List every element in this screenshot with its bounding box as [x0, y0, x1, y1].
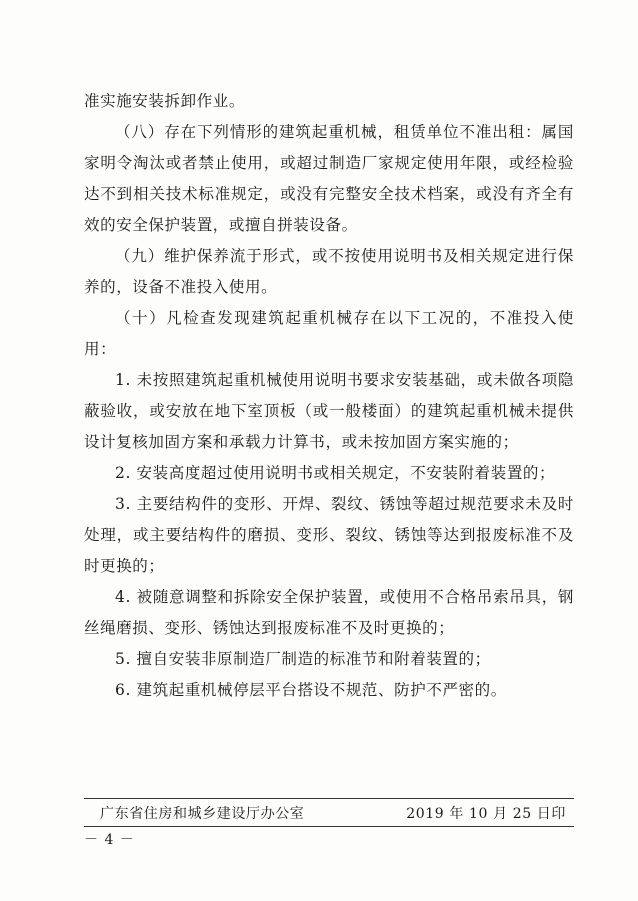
footer-issuing-office: 广东省住房和城乡建设厅办公室 — [100, 806, 305, 822]
paragraph-continuation: 准实施安装拆卸作业。 — [84, 92, 246, 110]
list-item-2: 2. 安装高度超过使用说明书或相关规定，不安装附着装置的； — [115, 464, 556, 482]
page-number: － 4 － — [84, 832, 135, 848]
footer-bottom-divider — [84, 826, 574, 827]
paragraph-item-9: （九）维护保养流于形式，或不按使用说明书及相关规定进行保养的，设备不准投入使用。 — [84, 247, 574, 296]
document-body — [84, 86, 574, 706]
footer-top-divider — [84, 798, 574, 799]
list-item-6: 6. 建筑起重机械停层平台搭设不规范、防护不严密的。 — [115, 681, 507, 699]
list-item-4: 4. 被随意调整和拆除安全保护装置，或使用不合格吊索吊具，钢丝绳磨损、变形、锈蚀达到报废标准不及时更换的； — [84, 588, 574, 637]
paragraph-item-10: （十）凡检查发现建筑起重机械存在以下工况的，不准投入使用： — [84, 309, 574, 358]
list-item-3: 3. 主要结构件的变形、开焊、裂纹、锈蚀等超过规范要求未及时处理，或主要结构件的磨损、变形、裂纹、锈蚀等达到报废标准不及时更换的； — [84, 495, 574, 575]
list-item-5: 5. 擅自安装非原制造厂制造的标准节和附着装置的； — [115, 650, 491, 668]
footer-print-date: 2019 年 10 月 25 日印 — [406, 806, 566, 822]
paragraph-item-8: （八）存在下列情形的建筑起重机械，租赁单位不准出租：属国家明令淘汰或者禁止使用，或超过制造厂家规定使用年限，或经检验达不到相关技术标准规定，或没有完整安全技术档案，或没有齐全有效的安全保护装置，或擅自拼装设备。 — [84, 123, 574, 234]
list-item-1: 1. 未按照建筑起重机械使用说明书要求安装基础，或未做各项隐蔽验收，或安放在地下室顶板（或一般楼面）的建筑起重机械未提供设计复核加固方案和承载力计算书，或未按加固方案实施的； — [84, 371, 574, 451]
